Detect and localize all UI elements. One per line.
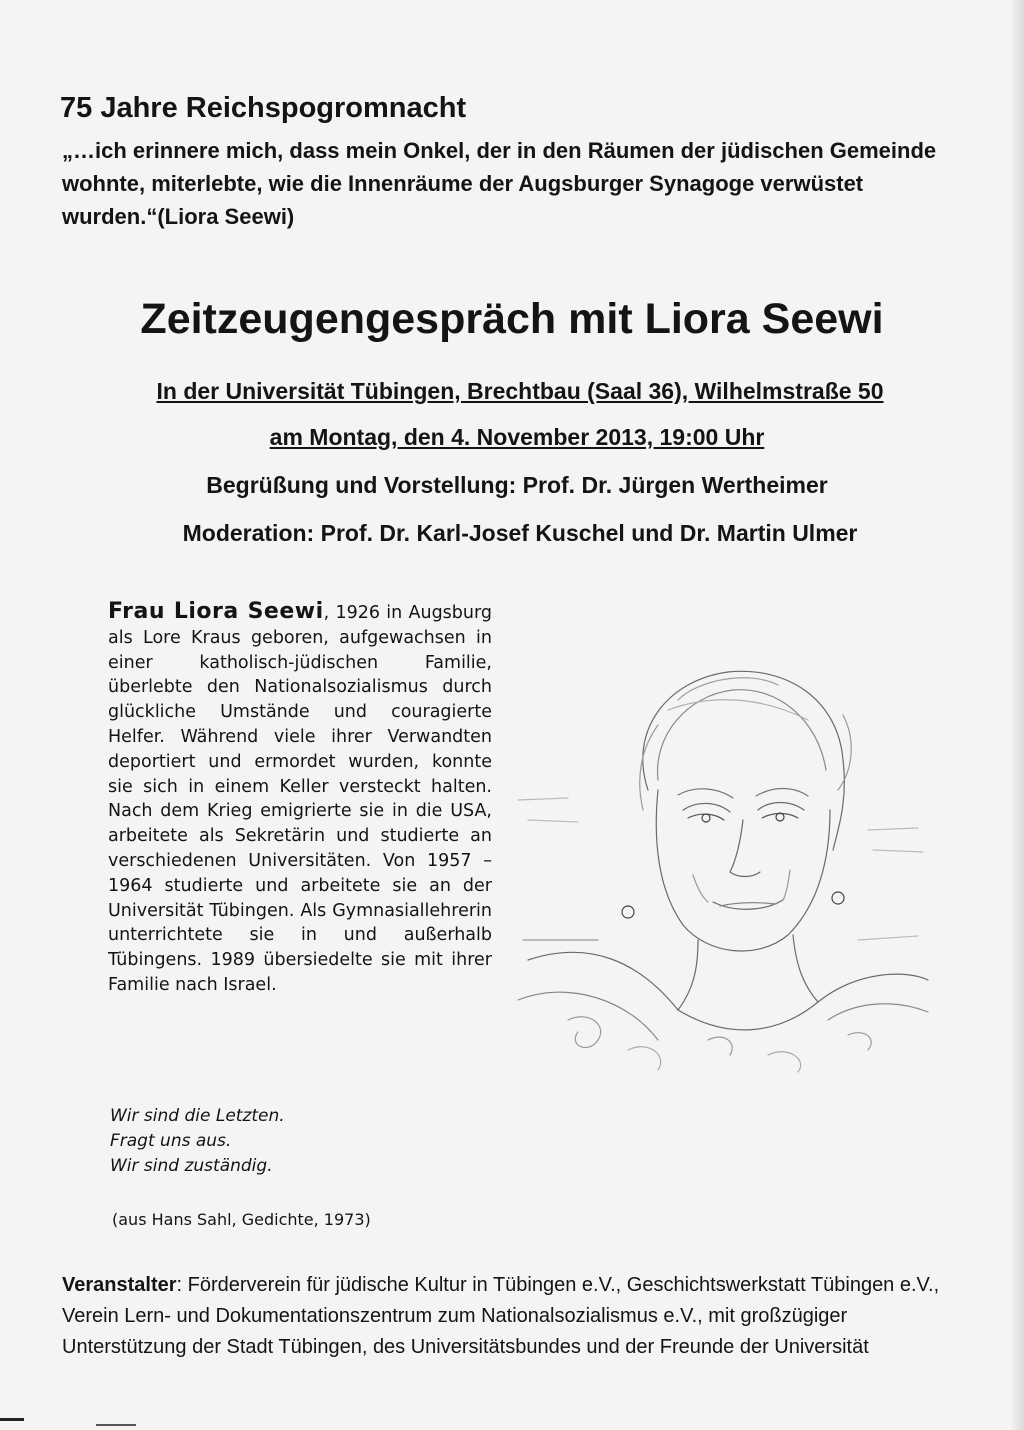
organizer-text: : Förderverein für jüdische Kultur in Tübingen e.V., Geschichtswerkstatt Tübingen e.V., Verein Lern- und Dokumentationszentrum zum Nationalsozialismus e.V., mit großzügiger Unterstützung der Stadt Tübingen, des Universitätsbundes und der Freunde der Universität [62, 1274, 940, 1358]
event-venue: In der Universität Tübingen, Brechtbau (Saal 36), Wilhelmstraße 50 [156, 378, 884, 404]
intro-quote: „…ich erinnere mich, dass mein Onkel, der in den Räumen der jüdischen Gemeinde wohnte, miterlebte, wie die Innenräume der Augsburger Synagoge verwüstet wurden.“(Liora Seewi) [62, 138, 937, 229]
biography-text: , 1926 in Augsburg als Lore Kraus geboren, aufgewachsen in einer katholisch-jüdischen Familie, überlebte den Nationalsozialismus durch glückliche Umstände und couragierte Helfer. Während viele ihrer Verwandten deportiert und ermordet wurden, konnte sie sich in einem Keller versteckt halten. Nach dem Krieg emigrierte sie in die USA, arbeitete als Sekretärin und studierte an verschiedenen Universitäten. Von 1957 – 1964 studierte und arbeitete sie an der Universität Tübingen. Als Gymnasiallehrerin unterrichtete sie in und außerhalb Tübingens. 1989 übersiedelte sie mit ihrer Familie nach Israel. [108, 603, 492, 995]
biography-name: Frau Liora Seewi [108, 599, 324, 624]
headline: 75 Jahre Reichspogromnacht [60, 92, 467, 124]
poem [110, 1104, 285, 1179]
poem-line: Fragt uns aus. [110, 1131, 232, 1151]
scan-edge-mark [96, 1424, 136, 1426]
organizer-label: Veranstalter [62, 1274, 177, 1296]
poem-source: (aus Hans Sahl, Gedichte, 1973) [112, 1210, 371, 1229]
scan-edge-mark [0, 1418, 24, 1421]
poem-line: Wir sind zuständig. [110, 1156, 273, 1176]
organizer-note [62, 1270, 962, 1363]
event-welcome: Begrüßung und Vorstellung: Prof. Dr. Jürgen Wertheimer [206, 472, 828, 498]
biography [108, 600, 492, 998]
event-moderation: Moderation: Prof. Dr. Karl-Josef Kuschel und Dr. Martin Ulmer [182, 520, 858, 546]
event-title: Zeitzeugengespräch mit Liora Seewi [140, 295, 884, 343]
poem-line: Wir sind die Letzten. [110, 1106, 285, 1126]
event-date: am Montag, den 4. November 2013, 19:00 Uhr [269, 424, 765, 450]
portrait-drawing-icon [508, 640, 932, 1080]
